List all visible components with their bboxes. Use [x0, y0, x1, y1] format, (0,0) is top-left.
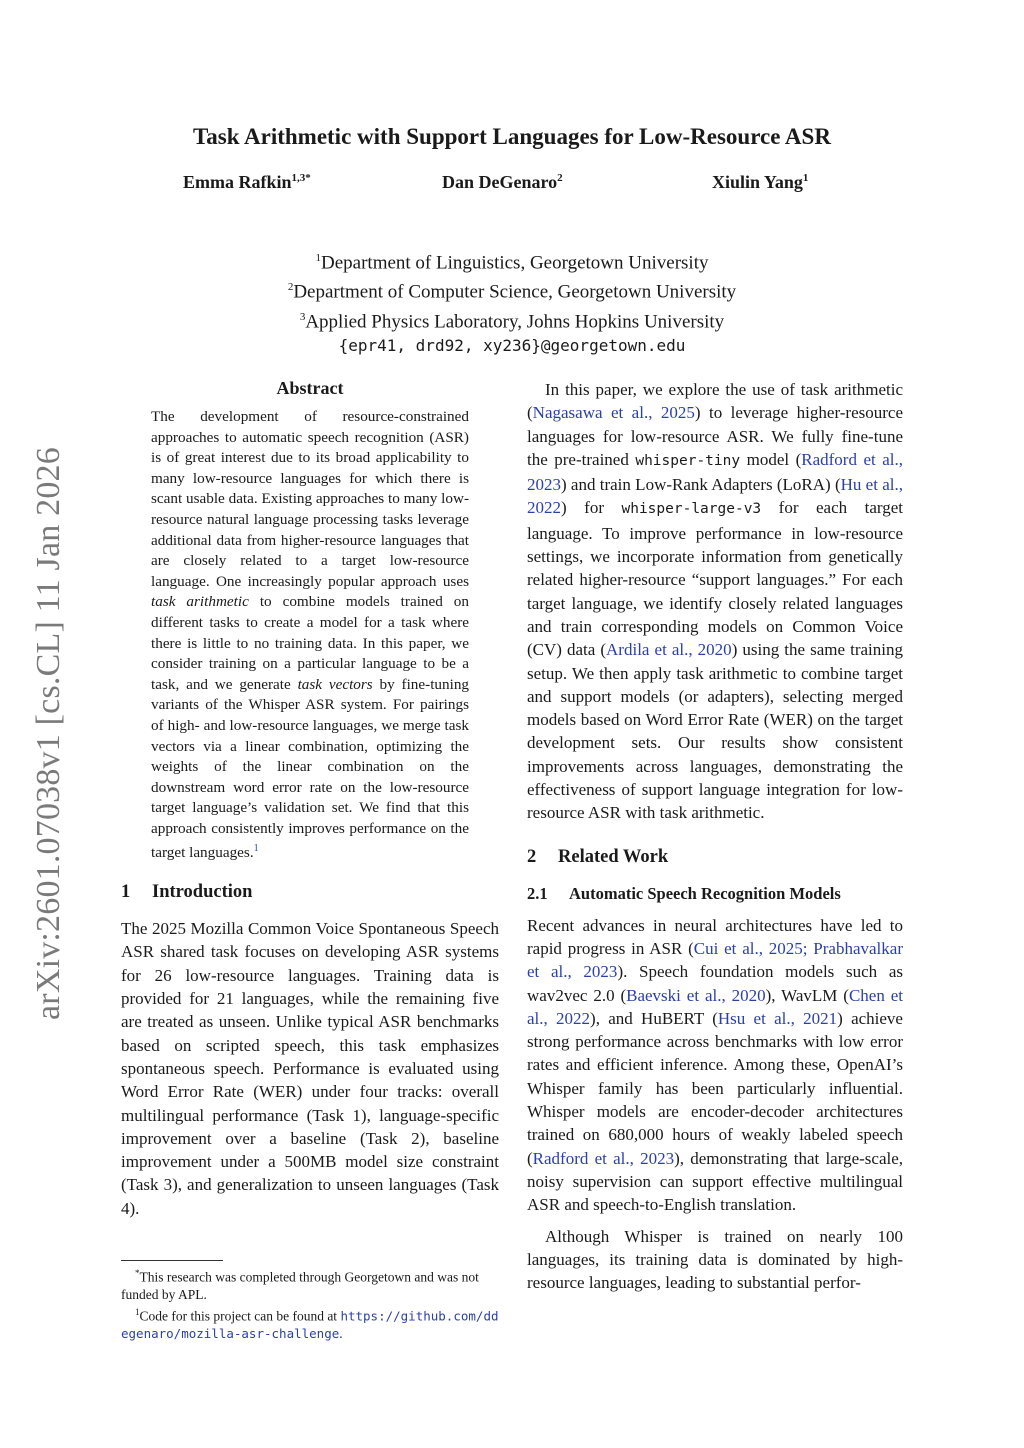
citation-link[interactable]: Radford et al., 2023 [532, 1148, 675, 1168]
abstract-heading: Abstract [276, 378, 344, 398]
footnote-1: *This research was completed through Georgetown and was not funded by APL. [121, 1268, 479, 1302]
intro-paragraph-2: In this paper, we explore the use of task arithmetic (Nagasawa et al., 2025) to leverage higher-resource languages for low-resource ASR. We fully fine-tune the pre-trained whisper-tiny model (Radford et al., 2023) and train Low-Rank Adapters (LoRA) (Hu et al., 2022) for whisper-large-v3 for each target language. To improve performance in low-resource settings, we incorporate information from genetically related higher-resource “support languages.” For each target language, we identify closely related languages and train corresponding models on Common Voice (CV) data (Ardila et al., 2020) using the same training setup. We then apply task arithmetic to combine target and support models (or adapters), selecting merged models based on Word Error Rate (WER) on the target development sets. Our results show consistent improvements across languages, demonstrating the effectiveness of support language integration for low-resource ASR with task arithmetic. [527, 380, 904, 823]
affiliation-1: $^1$Department of Linguistics, Georgetown University [315, 252, 709, 274]
section-heading-introduction: 1 Introduction [121, 882, 253, 903]
subsection-heading-asr-models: 2.1 Automatic Speech Recognition Models [527, 883, 841, 903]
citation-link[interactable]: Baevski et al., 2020 [626, 985, 766, 1005]
affiliation-3: $^3$Applied Physics Laboratory, Johns Hopkins University [299, 310, 725, 332]
citation-link[interactable]: Hsu et al., 2021 [717, 1008, 838, 1028]
introduction-paragraph: The 2025 Mozilla Common Voice Spontaneous Speech ASR shared task focuses on developing ASR systems for 26 low-resource languages. Training data is provided for 21 languages, while the remaining five are treated as unseen. Unlike typical ASR benchmarks based on scripted speech, this task emphasizes spontaneous speech. Performance is evaluated using Word Error Rate (WER) under four tracks: overall multilingual performance (Task 1), language-specific improvement over a baseline (Task 2), baseline improvement under a 500MB model size constraint (Task 3), and generalization to unseen languages (Task 4). [121, 919, 499, 1218]
footnote-divider [121, 1260, 223, 1261]
citation-link[interactable]: Nagasawa et al., 2025 [532, 403, 695, 423]
affiliations [0, 246, 1024, 358]
arxiv-identifier: arXiv:2601.07038v1 [cs.CL] 11 Jan 2026 [30, 447, 67, 1020]
right-column [527, 378, 903, 1294]
author-1: Emma Rafkin$^{1,3*}$ [183, 172, 311, 192]
related-work-paragraph: Recent advances in neural architectures have led to rapid progress in ASR (Cui et al., 2025; Prabhavalkar et al., 2023). Speech foundation models such as wav2vec 2.0 (Baevski et al., 2020), WavLM (Chen et al., 2022), and HuBERT (Hsu et al., 2021) achieve strong performance across benchmarks with low error rates and efficient inference. Among these, OpenAI’s Whisper family has been particularly influential. Whisper models are encoder-decoder architectures trained on 680,000 hours of weakly labeled speech (Radford et al., 2023), demonstrating that large-scale, noisy supervision can support effective multilingual ASR and speech-to-English translation. [527, 915, 904, 1215]
code-repository-link[interactable]: https://github.com/ddegenaro/mozilla-asr-challenge [121, 1308, 499, 1341]
citation-link[interactable]: Cui et al., 2025; Prabhavalkar et al., 2023 [527, 938, 903, 982]
author-3: Xiulin Yang$^1$ [712, 172, 809, 192]
related-work-paragraph-2: Although Whisper is trained on nearly 100 languages, its training data is dominated by high-resource languages, leading to substantial perfor- [527, 1226, 903, 1293]
footnote-2: $^1$Code for this project can be found at https://github.com/ddegenaro/mozilla-asr-challenge. [121, 1306, 499, 1341]
citation-link[interactable]: Chen et al., 2022 [527, 985, 903, 1028]
affiliation-2: $^2$Department of Computer Science, Georgetown University [287, 281, 737, 303]
paper-title: Task Arithmetic with Support Languages for Low-Resource ASR [193, 124, 831, 149]
author-emails: {epr41, drd92, xy236}@georgetown.edu [338, 335, 686, 355]
citation-link[interactable]: Ardila et al., 2020 [606, 640, 732, 660]
left-column [121, 378, 499, 1220]
citation-link[interactable]: Hu et al., 2022 [527, 475, 903, 518]
author-2: Dan DeGenaro$^2$ [442, 172, 563, 192]
footnote-ref-1[interactable]: 1 [253, 843, 259, 855]
footnotes [121, 1260, 501, 1342]
abstract-text: The development of resource-constrained approaches to automatic speech recognition (ASR) is of great interest due to its broad applicability to many low-resource languages for which there is scant usable data. Existing approaches to many low-resource natural language processing tasks leverage additional data from higher-resource languages that are closely related to a target low-resource language. One increasingly popular approach uses task arithmetic to combine models trained on different tasks to create a model for a task where there is little to no training data. In this paper, we consider training on a particular language to be a task, and we generate task vectors by fine-tuning variants of the Whisper ASR system. For pairings of high- and low-resource languages, we merge task vectors via a linear combination, optimizing the weights of the linear combination on the downstream word error rate on the low-resource target language’s validation set. We find that this approach consistently improves performance on the target languages.$^1$ [151, 408, 470, 862]
citation-link[interactable]: Radford et al., 2023 [527, 449, 904, 495]
section-heading-related-work: 2 Related Work [527, 846, 669, 867]
